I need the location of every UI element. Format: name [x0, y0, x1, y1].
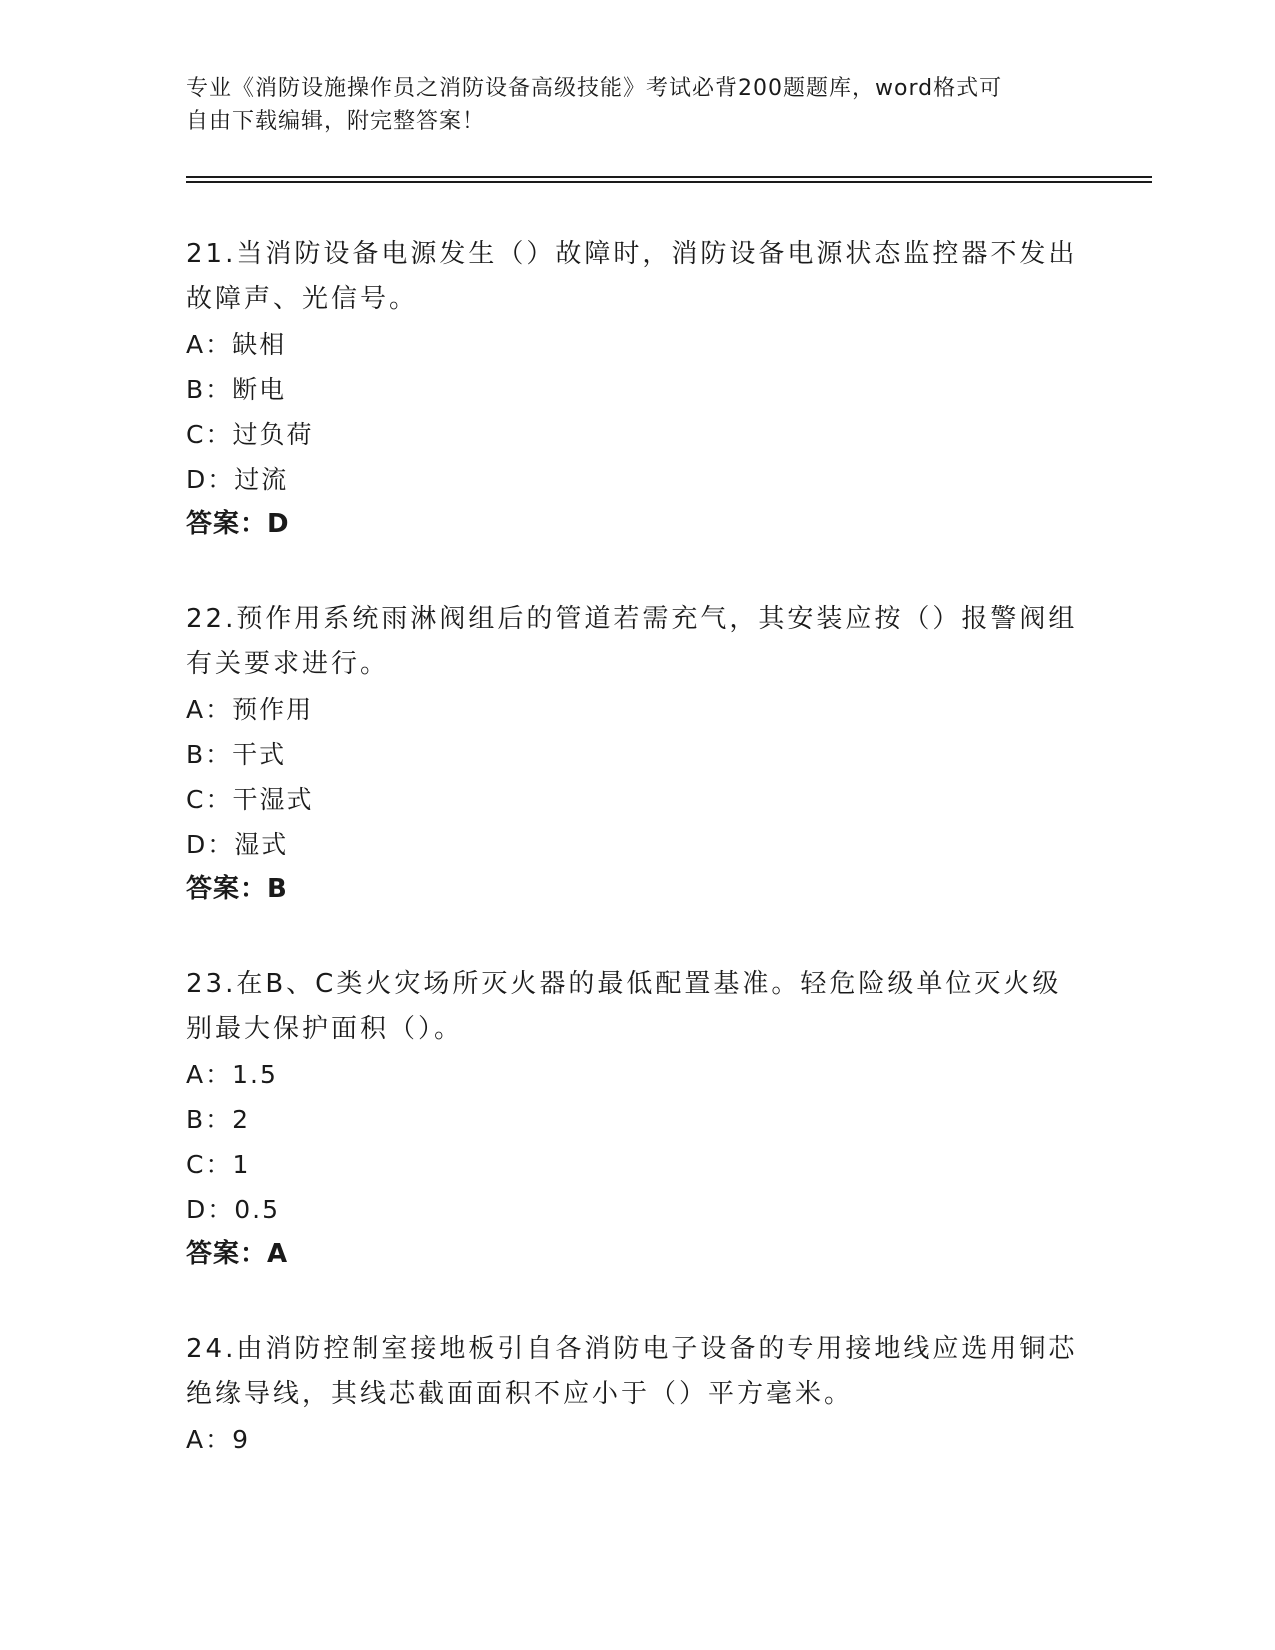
option-a: A：1.5	[186, 1060, 278, 1089]
option-c: C：干湿式	[186, 785, 314, 814]
option-a: A：9	[186, 1425, 251, 1454]
question-stem-line-2: 有关要求进行。	[186, 649, 390, 679]
option-b: B：干式	[186, 740, 287, 769]
option-d: D：0.5	[186, 1195, 281, 1224]
header-line-1: 专业《消防设施操作员之消防设备高级技能》考试必背200题题库，word格式可	[186, 76, 1003, 101]
question-21	[186, 232, 1086, 547]
question-23	[186, 962, 1086, 1277]
question-22	[186, 597, 1086, 912]
option-c: C：过负荷	[186, 420, 314, 449]
question-stem-line-1: 21.当消防设备电源发生（）故障时，消防设备电源状态监控器不发出	[186, 239, 1078, 269]
option-b: B：2	[186, 1105, 251, 1134]
option-c: C：1	[186, 1150, 251, 1179]
question-stem-line-1: 23.在B、C类火灾场所灭火器的最低配置基准。轻危险级单位灭火级	[186, 969, 1062, 999]
header-line-2: 自由下载编辑，附完整答案！	[186, 109, 486, 134]
answer-text: 答案：B	[186, 874, 288, 904]
question-stem-line-2: 故障声、光信号。	[186, 284, 419, 314]
answer-text: 答案：A	[186, 1239, 289, 1269]
question-list	[186, 232, 1086, 1512]
header-divider-top	[186, 176, 1152, 178]
question-24	[186, 1327, 1086, 1462]
document-header	[186, 72, 1066, 138]
question-stem-line-2: 绝缘导线，其线芯截面面积不应小于（）平方毫米。	[186, 1379, 854, 1409]
question-stem-line-1: 22.预作用系统雨淋阀组后的管道若需充气，其安装应按（）报警阀组	[186, 604, 1078, 634]
option-a: A：预作用	[186, 695, 314, 724]
option-a: A：缺相	[186, 330, 287, 359]
header-divider-bottom	[186, 181, 1152, 183]
option-d: D：过流	[186, 465, 289, 494]
question-stem-line-1: 24.由消防控制室接地板引自各消防电子设备的专用接地线应选用铜芯	[186, 1334, 1078, 1364]
answer-text: 答案：D	[186, 509, 290, 539]
option-b: B：断电	[186, 375, 287, 404]
question-stem-line-2: 别最大保护面积（）。	[186, 1014, 464, 1044]
option-d: D：湿式	[186, 830, 289, 859]
